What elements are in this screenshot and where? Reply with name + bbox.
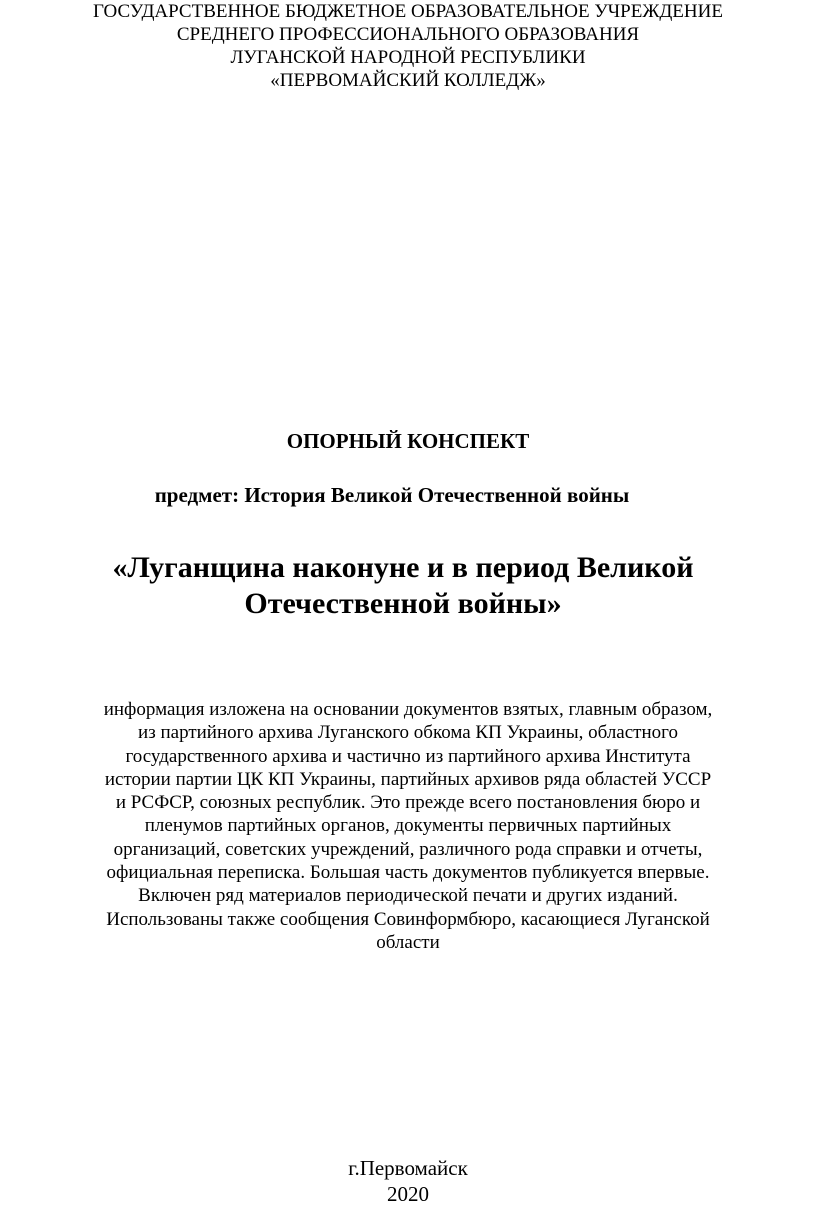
- info-line: официальная переписка. Большая часть документов публикуется впервые.: [106, 862, 710, 884]
- document-title: ОПОРНЫЙ КОНСПЕКТ: [286, 429, 530, 453]
- header-line: ГОСУДАРСТВЕННОЕ БЮДЖЕТНОЕ ОБРАЗОВАТЕЛЬНОЕ УЧРЕЖДЕНИЕ: [93, 1, 723, 22]
- header-line: ЛУГАНСКОЙ НАРОДНОЙ РЕСПУБЛИКИ: [230, 47, 586, 68]
- info-line: Включен ряд материалов периодической печати и других изданий.: [138, 885, 678, 907]
- header-line: СРЕДНЕГО ПРОФЕССИОНАЛЬНОГО ОБРАЗОВАНИЯ: [176, 24, 640, 45]
- info-line: области: [376, 931, 440, 953]
- info-line: истории партии ЦК КП Украины, партийных архивов ряда областей УССР: [104, 768, 712, 790]
- info-line: из партийного архива Луганского обкома КП Украины, областного: [138, 722, 678, 744]
- topic-line: «Луганщина наконуне и в период Великой: [112, 551, 694, 584]
- info-line: пленумов партийных органов, документы первичных партийных: [144, 815, 672, 837]
- footer: [0, 1155, 816, 1207]
- info-line: информация изложена на основании документов взятых, главным образом,: [103, 699, 713, 720]
- footer-year: 2020: [387, 1182, 429, 1206]
- footer-city: г.Первомайск: [348, 1156, 468, 1180]
- info-line: и РСФСР, союзных республик. Это прежде всего постановления бюро и: [115, 792, 701, 814]
- info-line: государственного архива и частично из партийного архива Института: [125, 745, 691, 767]
- info-line: Использованы также сообщения Совинформбюро, касающиеся Луганской: [106, 908, 710, 930]
- document-subject: предмет: История Великой Отечественной войны: [154, 483, 630, 507]
- institution-header: [0, 0, 816, 92]
- info-line: организаций, советских учреждений, различного рода справки и отчеты,: [113, 838, 703, 860]
- document-topic: [0, 550, 806, 622]
- info-paragraph: [0, 698, 816, 954]
- header-line: «ПЕРВОМАЙСКИЙ КОЛЛЕДЖ»: [270, 70, 546, 91]
- topic-line: Отечественной войны»: [244, 587, 562, 620]
